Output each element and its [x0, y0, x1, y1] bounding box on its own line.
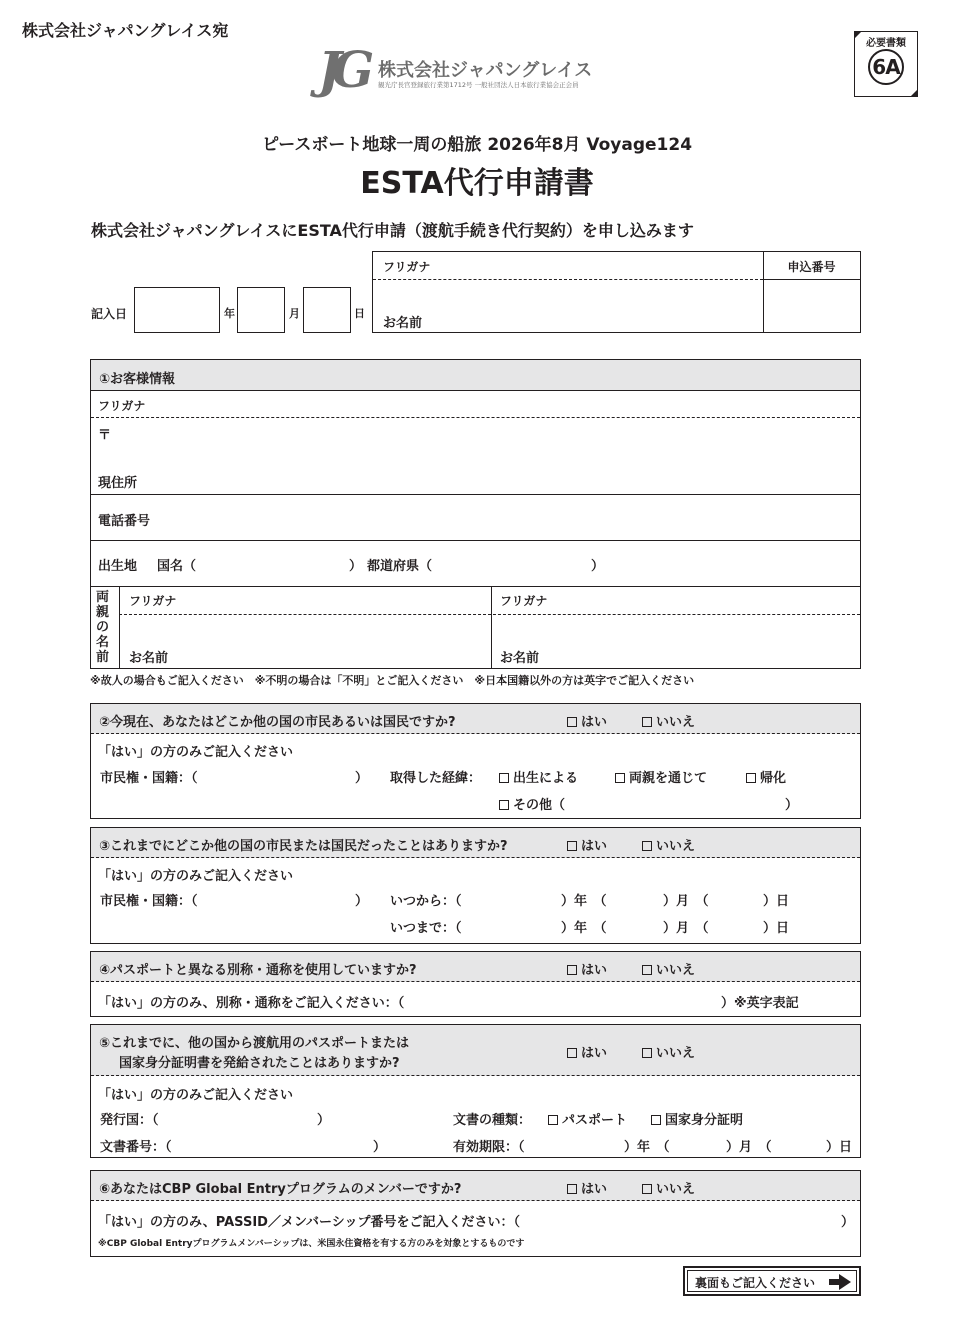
acq-other-checkbox[interactable]: [499, 794, 565, 813]
only-yes-note: 「はい」の方のみご記入ください: [98, 869, 294, 884]
entry-date-label: 記入日: [91, 307, 128, 321]
doc-type-label: 文書の種類：: [453, 1113, 532, 1128]
checkbox-icon: [567, 1184, 577, 1194]
yes-label: はい: [581, 839, 608, 854]
checkbox-icon: [567, 1048, 577, 1058]
checkbox-icon: [548, 1115, 558, 1125]
parent2-furigana-label: フリガナ: [500, 594, 548, 608]
paren-close: ）: [373, 1140, 387, 1155]
paren-close: ）: [841, 1215, 855, 1230]
citizenship-label: 市民権・国籍：（: [100, 771, 198, 786]
prefecture-label: 都道府県（: [367, 559, 433, 574]
option-label: その他（: [513, 798, 566, 813]
section5-title-line1: ⑤これまでに、他の国から渡航用のパスポートまたは: [99, 1036, 410, 1051]
s3-no-checkbox[interactable]: [642, 835, 695, 854]
section3-title: ③これまでにどこか他の国の市民または国民だったことはありますか?: [99, 839, 508, 854]
s5-yes-checkbox[interactable]: [567, 1042, 607, 1061]
acq-parents-checkbox[interactable]: [615, 767, 707, 786]
badge-code: 6A: [868, 49, 904, 85]
section-other-passport: [90, 1024, 861, 1158]
see-reverse-button[interactable]: [683, 1266, 861, 1296]
checkbox-icon: [499, 800, 509, 810]
section-customer-info: [90, 359, 861, 669]
s2-no-checkbox[interactable]: [642, 711, 695, 730]
section5-title-line2: 国家身分証明書を発給されたことはありますか?: [119, 1056, 400, 1071]
acq-birth-checkbox[interactable]: [499, 767, 578, 786]
option-label: 出生による: [513, 771, 579, 786]
from-label: いつから：（: [390, 894, 462, 909]
parent1-furigana-label: フリガナ: [129, 594, 177, 608]
country-label: 国名（: [157, 559, 197, 574]
no-label: いいえ: [656, 1046, 696, 1061]
month-label: ）月 （: [663, 894, 709, 909]
parent2-name-label: お名前: [500, 651, 540, 666]
doc-no-label: 文書番号：（: [100, 1140, 172, 1155]
year-label: ）年 （: [561, 921, 607, 936]
only-yes-note: 「はい」の方のみご記入ください: [98, 745, 294, 760]
logo-subline: 観光庁長官登録旅行業第1712号 一般社団法人日本旅行業協会正会員: [378, 81, 579, 89]
s2-yes-checkbox[interactable]: [567, 711, 607, 730]
no-label: いいえ: [656, 839, 696, 854]
passid-prompt: 「はい」の方のみ、PASSID／メンバーシップ番号をご記入ください：（: [98, 1215, 521, 1230]
subtitle: ピースボート地球一周の船旅 2026年8月 Voyage124: [261, 135, 693, 155]
paren-close: ）: [591, 559, 605, 574]
checkbox-icon: [642, 1184, 652, 1194]
until-label: いつまで：（: [390, 921, 462, 936]
see-reverse-label: 裏面もご記入ください: [695, 1276, 816, 1290]
day-label: 日: [354, 307, 365, 320]
parents-label: 両親の名前: [96, 590, 110, 665]
section-former-citizenship: [90, 827, 861, 944]
yes-label: はい: [581, 1182, 608, 1197]
entry-day-field[interactable]: [303, 287, 351, 333]
yes-label: はい: [581, 1046, 608, 1061]
phone-field[interactable]: [171, 495, 860, 540]
badge-label: 必要書類: [866, 38, 906, 49]
no-label: いいえ: [656, 1182, 696, 1197]
arrow-right-icon: [827, 1273, 853, 1291]
applicant-name-box: [372, 251, 861, 333]
alias-prompt: 「はい」の方のみ、別称・通称をご記入ください：（: [98, 996, 405, 1011]
yes-label: はい: [581, 963, 608, 978]
s5-no-checkbox[interactable]: [642, 1042, 695, 1061]
entry-year-field[interactable]: [134, 287, 220, 333]
checkbox-icon: [746, 773, 756, 783]
checkbox-icon: [642, 841, 652, 851]
s4-no-checkbox[interactable]: [642, 959, 695, 978]
month-label: ）月 （: [663, 921, 709, 936]
birthplace-label: 出生地: [98, 559, 138, 574]
option-label: パスポート: [562, 1113, 628, 1128]
furigana-label: フリガナ: [98, 399, 146, 413]
acquired-label: 取得した経緯：: [390, 771, 482, 786]
logo-company: 株式会社ジャパングレイス: [378, 60, 593, 81]
paren-close: ）: [317, 1113, 331, 1128]
addressee: 株式会社ジャパングレイス宛: [22, 21, 229, 40]
year-label: 年: [224, 307, 235, 320]
acq-natural-checkbox[interactable]: [746, 767, 786, 786]
checkbox-icon: [499, 773, 509, 783]
day-label: ）日: [763, 894, 790, 909]
checkbox-icon: [567, 965, 577, 975]
s6-no-checkbox[interactable]: [642, 1178, 695, 1197]
day-label: ）日: [826, 1140, 853, 1155]
section1-notes: ※故人の場合もご記入ください ※不明の場合は「不明」とご記入ください ※日本国籍以外の方は英字でご記入ください: [90, 674, 695, 687]
checkbox-icon: [567, 717, 577, 727]
global-entry-note: ※CBP Global Entryプログラムメンバーシップは、米国永住資格を有する方のみを対象とするものです: [98, 1239, 525, 1249]
option-label: 国家身分証明: [665, 1113, 744, 1128]
year-label: ）年 （: [624, 1140, 670, 1155]
application-no-label: 申込番号: [787, 260, 836, 274]
alias-note: ）※英字表記: [721, 996, 799, 1011]
yes-label: はい: [581, 715, 608, 730]
address-label: 現住所: [98, 476, 138, 491]
application-no-field[interactable]: [764, 280, 860, 332]
checkbox-icon: [642, 717, 652, 727]
parent2-name-field[interactable]: [492, 586, 860, 668]
paren-close: ）: [355, 894, 369, 909]
checkbox-icon: [567, 841, 577, 851]
day-label: ）日: [763, 921, 790, 936]
issuer-label: 発行国：（: [100, 1113, 159, 1128]
section6-title: ⑥あなたはCBP Global Entryプログラムのメンバーですか?: [99, 1182, 462, 1197]
parent1-name-field[interactable]: [120, 586, 491, 668]
applicant-name-field[interactable]: [373, 280, 763, 332]
phone-label: 電話番号: [98, 514, 151, 529]
s6-yes-checkbox[interactable]: [567, 1178, 607, 1197]
furigana-label: フリガナ: [383, 260, 431, 274]
logo-mark: JG: [318, 40, 365, 99]
section-global-entry: [90, 1170, 861, 1257]
section1-title: ①お客様情報: [99, 372, 176, 387]
section2-title: ②今現在、あなたはどこか他の国の市民あるいは国民ですか?: [99, 715, 456, 730]
only-yes-note: 「はい」の方のみご記入ください: [98, 1088, 294, 1103]
checkbox-icon: [615, 773, 625, 783]
paren-close: ）: [355, 771, 369, 786]
s4-yes-checkbox[interactable]: [567, 959, 607, 978]
postal-mark: 〒: [98, 428, 112, 443]
intro-text: 株式会社ジャパングレイスにESTA代行申請（渡航手続き代行契約）を申し込みます: [91, 221, 694, 240]
page-title: ESTA代行申請書: [360, 166, 594, 201]
company-logo: [318, 40, 638, 106]
checkbox-icon: [651, 1115, 661, 1125]
s3-yes-checkbox[interactable]: [567, 835, 607, 854]
entry-month-field[interactable]: [237, 287, 285, 333]
section-alias: [90, 951, 861, 1017]
year-label: ）年 （: [561, 894, 607, 909]
paren-close: ）: [785, 798, 799, 813]
month-label: ）月 （: [726, 1140, 772, 1155]
citizenship-label: 市民権・国籍：（: [100, 894, 198, 909]
month-label: 月: [289, 307, 300, 320]
paren-close: ）: [349, 559, 363, 574]
section4-title: ④パスポートと異なる別称・通称を使用していますか?: [99, 963, 417, 978]
required-doc-badge: [854, 31, 918, 97]
checkbox-icon: [642, 965, 652, 975]
no-label: いいえ: [656, 963, 696, 978]
option-label: 両親を通じて: [629, 771, 708, 786]
parent1-name-label: お名前: [129, 651, 169, 666]
no-label: いいえ: [656, 715, 696, 730]
expiry-label: 有効期限：（: [453, 1140, 525, 1155]
address-field[interactable]: [91, 418, 860, 494]
section-current-citizenship: [90, 703, 861, 819]
name-label: お名前: [383, 316, 423, 331]
checkbox-icon: [642, 1048, 652, 1058]
option-label: 帰化: [760, 771, 787, 786]
doc-passport-checkbox[interactable]: [548, 1109, 627, 1128]
doc-id-checkbox[interactable]: [651, 1109, 743, 1128]
